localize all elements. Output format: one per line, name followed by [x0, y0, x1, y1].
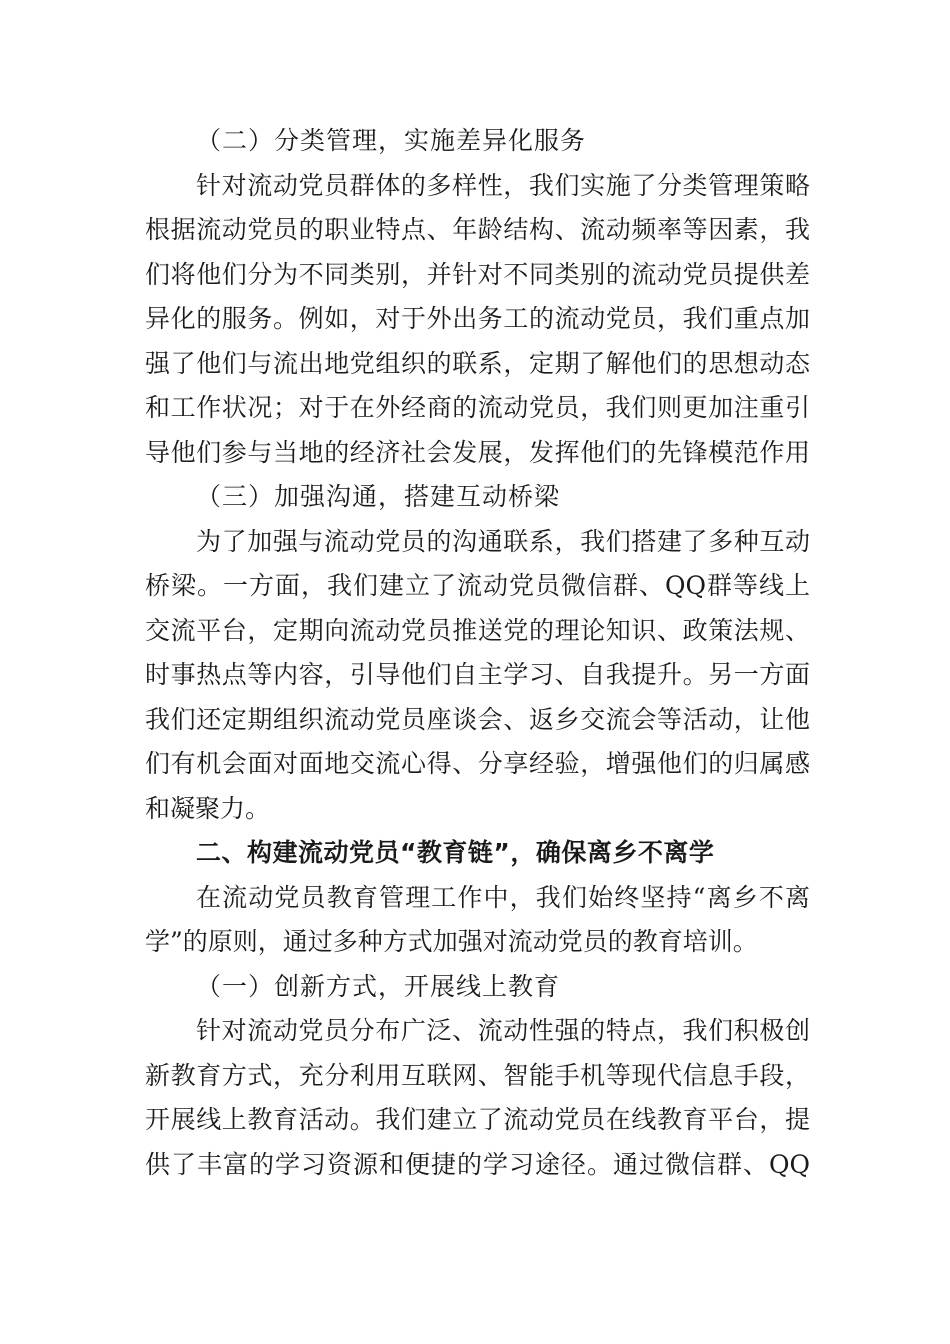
paragraph-line: 针对流动党员分布广泛、流动性强的特点，我们积极创 — [196, 1016, 810, 1045]
paragraph-line: 时事热点等内容，引导他们自主学习、自我提升。另一方面 — [145, 660, 810, 689]
section-subheading: （三）加强沟通，搭建互动桥梁 — [196, 482, 561, 511]
section-heading: 二、构建流动党员“教育链”，确保离乡不离学 — [196, 838, 715, 867]
paragraph-line: 和工作状况；对于在外经商的流动党员，我们则更加注重引 — [145, 393, 810, 422]
paragraph-line: 们将他们分为不同类别，并针对不同类别的流动党员提供差 — [145, 260, 810, 289]
paragraph-line: 学”的原则，通过多种方式加强对流动党员的教育培训。 — [145, 927, 758, 956]
paragraph-line: 供了丰富的学习资源和便捷的学习途径。通过微信群、QQ — [145, 1150, 810, 1179]
paragraph-line: 为了加强与流动党员的沟通联系，我们搭建了多种互动 — [196, 527, 810, 556]
paragraph-line: 桥梁。一方面，我们建立了流动党员微信群、QQ群等线上 — [145, 571, 810, 600]
paragraph-line: 在流动党员教育管理工作中，我们始终坚持“离乡不离 — [196, 883, 810, 912]
paragraph-line: 根据流动党员的职业特点、年龄结构、流动频率等因素，我 — [145, 215, 810, 244]
section-subheading: （一）创新方式，开展线上教育 — [196, 972, 561, 1001]
paragraph-line: 新教育方式，充分利用互联网、智能手机等现代信息手段， — [145, 1061, 810, 1090]
paragraph-line: 们有机会面对面地交流心得、分享经验，增强他们的归属感 — [145, 749, 810, 778]
paragraph-line: 强了他们与流出地党组织的联系，定期了解他们的思想动态 — [145, 349, 810, 378]
paragraph-line: 异化的服务。例如，对于外出务工的流动党员，我们重点加 — [145, 304, 810, 333]
section-subheading: （二）分类管理，实施差异化服务 — [196, 126, 587, 155]
paragraph-line: 和凝聚力。 — [145, 794, 271, 823]
paragraph-line: 交流平台，定期向流动党员推送党的理论知识、政策法规、 — [145, 616, 810, 645]
paragraph-line: 导他们参与当地的经济社会发展，发挥他们的先锋模范作用 — [145, 438, 810, 467]
paragraph-line: 开展线上教育活动。我们建立了流动党员在线教育平台，提 — [145, 1105, 810, 1134]
paragraph-line: 我们还定期组织流动党员座谈会、返乡交流会等活动，让他 — [145, 705, 810, 734]
paragraph-line: 针对流动党员群体的多样性，我们实施了分类管理策略 — [196, 171, 810, 200]
